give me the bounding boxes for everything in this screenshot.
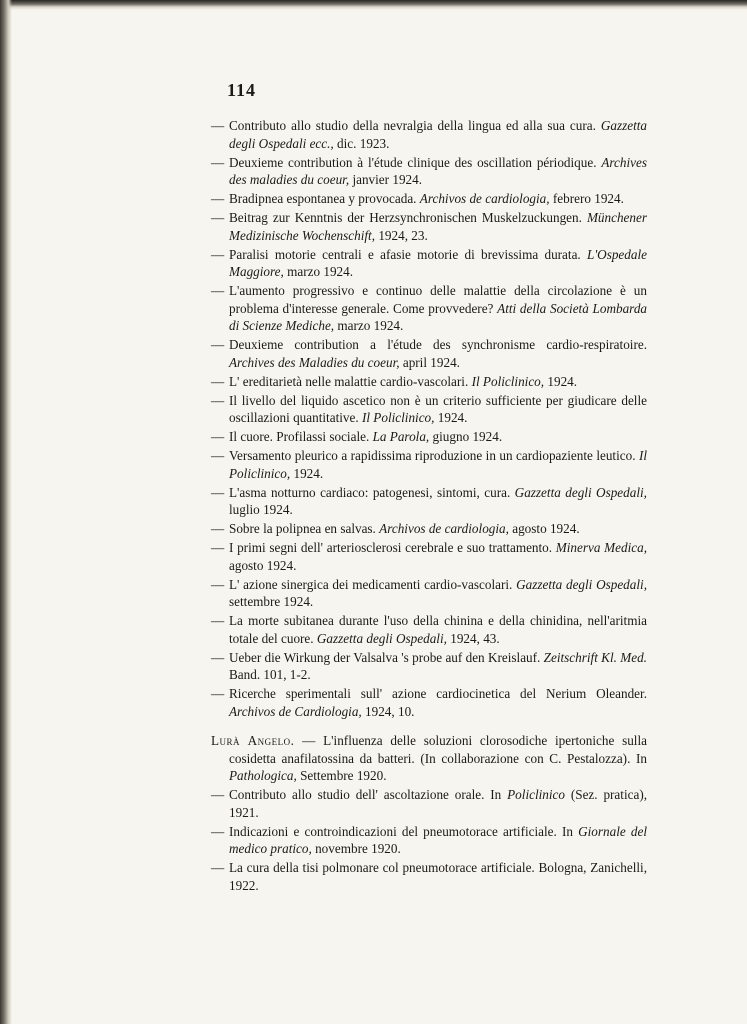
bibliography-entry — [211, 576, 647, 611]
entry-tail: marzo 1924. — [334, 318, 404, 333]
entry-source: Gazzetta degli Ospedali, — [514, 484, 647, 500]
entry-source: Il Policlinico, — [361, 410, 435, 425]
entry-dash: — — [211, 448, 225, 463]
bibliography-entry — [211, 649, 647, 684]
entry-tail: settembre 1924. — [229, 594, 314, 609]
entry-text: Paralisi motorie centrali e afasie motorie di brevissima durata. — [229, 246, 588, 262]
entry-text: Contributo allo studio della nevralgia della lingua ed alla sua cura. — [229, 118, 601, 133]
entry-text: L' azione sinergica dei medicamenti cardio-vascolari. — [229, 576, 517, 592]
entry-dash: — — [211, 118, 225, 133]
entry-dash: — — [211, 246, 225, 262]
entry-text: Ricerche sperimentali sull' azione cardiocinetica del Nerium Oleander. — [229, 686, 647, 701]
entry-dash: — — [211, 649, 225, 665]
bibliography-entry — [211, 859, 647, 894]
entry-tail: luglio 1924. — [229, 502, 293, 517]
bibliography-entry — [211, 373, 647, 391]
entry-dash: — — [211, 191, 225, 206]
entry-source: Pathologica, — [229, 768, 297, 783]
bibliography-entry — [211, 447, 647, 482]
entry-tail: (Sez. pratica), 1921. — [229, 787, 648, 820]
bibliography-entry — [211, 117, 647, 152]
bibliography-entry — [211, 823, 647, 858]
entry-tail: febrero 1924. — [549, 191, 624, 206]
page-top-edge — [0, 0, 747, 10]
page-number: 114 — [227, 80, 257, 100]
entry-tail: novembre 1920. — [311, 841, 401, 856]
entry-tail: Settembre 1920. — [296, 768, 387, 783]
entry-text: L'asma notturno cardiaco: patogenesi, sintomi, cura. — [229, 484, 515, 500]
entry-source: Il Policlinico, — [229, 448, 647, 481]
entry-source: Zeitschrift Kl. Med. — [543, 649, 647, 665]
entry-source: Münchener Medizinische Wochenschift, — [229, 210, 647, 243]
entry-dash: — — [211, 787, 225, 802]
bibliography-entry — [211, 190, 647, 208]
entry-tail: giugno 1924. — [429, 429, 503, 444]
entry-tail: marzo 1924. — [283, 264, 354, 279]
entry-source: Archives des maladies du coeur, — [229, 154, 647, 187]
entry-tail: 1924. — [544, 373, 578, 389]
entry-list — [211, 117, 647, 720]
entry-tail: 1924. — [290, 465, 324, 481]
entry-text: Beitrag zur Kenntnis der Herzsynchronischen Muskelzuckungen. — [229, 210, 587, 225]
bibliography-entry — [211, 539, 647, 574]
entry-dash: — — [211, 210, 225, 225]
entry-tail: agosto 1924. — [229, 557, 297, 573]
entry-dash: — — [211, 373, 225, 389]
entry-dash: — — [211, 429, 225, 444]
entry-tail: agosto 1924. — [508, 521, 580, 536]
bibliography-section-a — [211, 117, 647, 722]
bibliography-entry — [211, 209, 647, 244]
bibliography-entry — [211, 685, 647, 720]
entry-source: Archivos de cardiologia, — [379, 521, 509, 536]
bibliography-entry — [211, 154, 647, 189]
entry-text: La cura della tisi polmonare col pneumotorace artificiale. Bologna, Zanichelli, 1922. — [229, 860, 647, 893]
page-binding-edge — [0, 0, 12, 1024]
entry-text: Sobre la polipnea en salvas. — [229, 521, 380, 536]
entry-source: Archivos de cardiologia, — [419, 191, 550, 206]
entry-tail: dic. 1923. — [333, 135, 390, 151]
entry-tail: 1924. — [434, 410, 468, 425]
entry-text: L' ereditarietà nelle malattie cardio-vascolari. — [229, 373, 472, 389]
entry-text: Bradipnea espontanea y provocada. — [229, 191, 420, 206]
author-entry — [211, 732, 647, 785]
entry-source: Giornale del medico pratico, — [229, 823, 647, 856]
entry-list — [211, 786, 647, 894]
entry-dash: — — [211, 521, 225, 536]
entry-dash: — — [211, 686, 225, 701]
entry-source: Minerva Medica, — [555, 540, 647, 555]
entry-text: Il livello del liquido ascetico non è un criterio sufficiente per giudicare delle oscillazioni quantitative. — [229, 392, 647, 425]
entry-dash: — — [211, 154, 225, 170]
entry-dash: — — [211, 540, 225, 555]
entry-source: Il Policlinico, — [471, 373, 545, 389]
entry-dash: — — [211, 860, 225, 875]
bibliography-entry — [211, 392, 647, 427]
entry-text: Il cuore. Profilassi sociale. — [229, 429, 373, 444]
entry-tail: 1924, 10. — [361, 703, 415, 719]
entry-text: Versamento pleurico a rapidissima riproduzione in un cardiopaziente leutico. — [229, 448, 639, 463]
entry-text: Indicazioni e controindicazioni del pneumotorace artificiale. In — [229, 823, 579, 839]
bibliography-entry — [211, 282, 647, 335]
entry-tail: 1924, 43. — [446, 630, 500, 646]
entry-source: Gazzetta degli Ospedali, — [316, 630, 447, 646]
entry-text: Ueber die Wirkung der Valsalva 's probe auf den Kreislauf. — [229, 649, 544, 665]
entry-source: Policlinico — [507, 787, 565, 802]
entry-tail: april 1924. — [399, 354, 460, 370]
entry-dash: — — [211, 392, 225, 408]
entry-dash: — — [211, 283, 225, 298]
bibliography-section-b — [211, 732, 647, 896]
entry-tail: 1924, 23. — [375, 227, 428, 243]
bibliography-entry — [211, 246, 647, 281]
bibliography-entry — [211, 612, 647, 647]
entry-source: Gazzetta degli Ospedali, — [516, 576, 647, 592]
entry-source: Archives des Maladies du coeur, — [229, 354, 400, 370]
entry-text: Deuxieme contribution a l'étude des synchronisme cardio-respiratoire. — [229, 337, 647, 352]
bibliography-entry — [211, 428, 647, 446]
entry-source: L'Ospedale Maggiore, — [229, 246, 647, 279]
entry-source: Archivos de Cardiologia, — [229, 703, 362, 719]
entry-text: L'aumento progressivo e continuo delle malattie della circolazione è un problema d'interesse generale. Come provvedere? — [229, 283, 647, 316]
author-name: Lurà Angelo. — [211, 733, 295, 748]
entry-tail: janvier 1924. — [349, 172, 423, 187]
bibliography-entry — [211, 520, 647, 538]
entry-source: Atti della Società Lombarda di Scienze Mediche, — [229, 300, 648, 333]
entry-text: Deuxieme contribution à l'étude clinique des oscillation périodique. — [229, 154, 602, 170]
entry-dash: — — [211, 576, 225, 592]
entry-text: Contributo allo studio dell' ascoltazione orale. In — [229, 787, 508, 802]
entry-dash: — — [211, 613, 225, 628]
bibliography-entry — [211, 786, 647, 821]
entry-dash: — — [211, 337, 225, 352]
entry-dash: — — [211, 484, 225, 500]
entry-source: La Parola, — [372, 429, 430, 444]
entry-text: La morte subitanea durante l'uso della chinina e della chinidina, nell'aritmia totale del cuore. — [229, 613, 647, 646]
entry-source: Gazzetta degli Ospedali ecc., — [229, 118, 647, 151]
entry-text: I primi segni dell' arteriosclerosi cerebrale e suo trattamento. — [229, 540, 556, 555]
entry-text: — L'influenza delle soluzioni clorosodiche ipertoniche sulla cosidetta anafilatossina da batteri. (In collaborazione con C. Pestalozza). In — [229, 733, 647, 766]
entry-dash: — — [211, 823, 225, 839]
bibliography-entry — [211, 336, 647, 371]
entry-tail: Band. 101, 1-2. — [229, 667, 311, 682]
bibliography-entry — [211, 484, 647, 519]
